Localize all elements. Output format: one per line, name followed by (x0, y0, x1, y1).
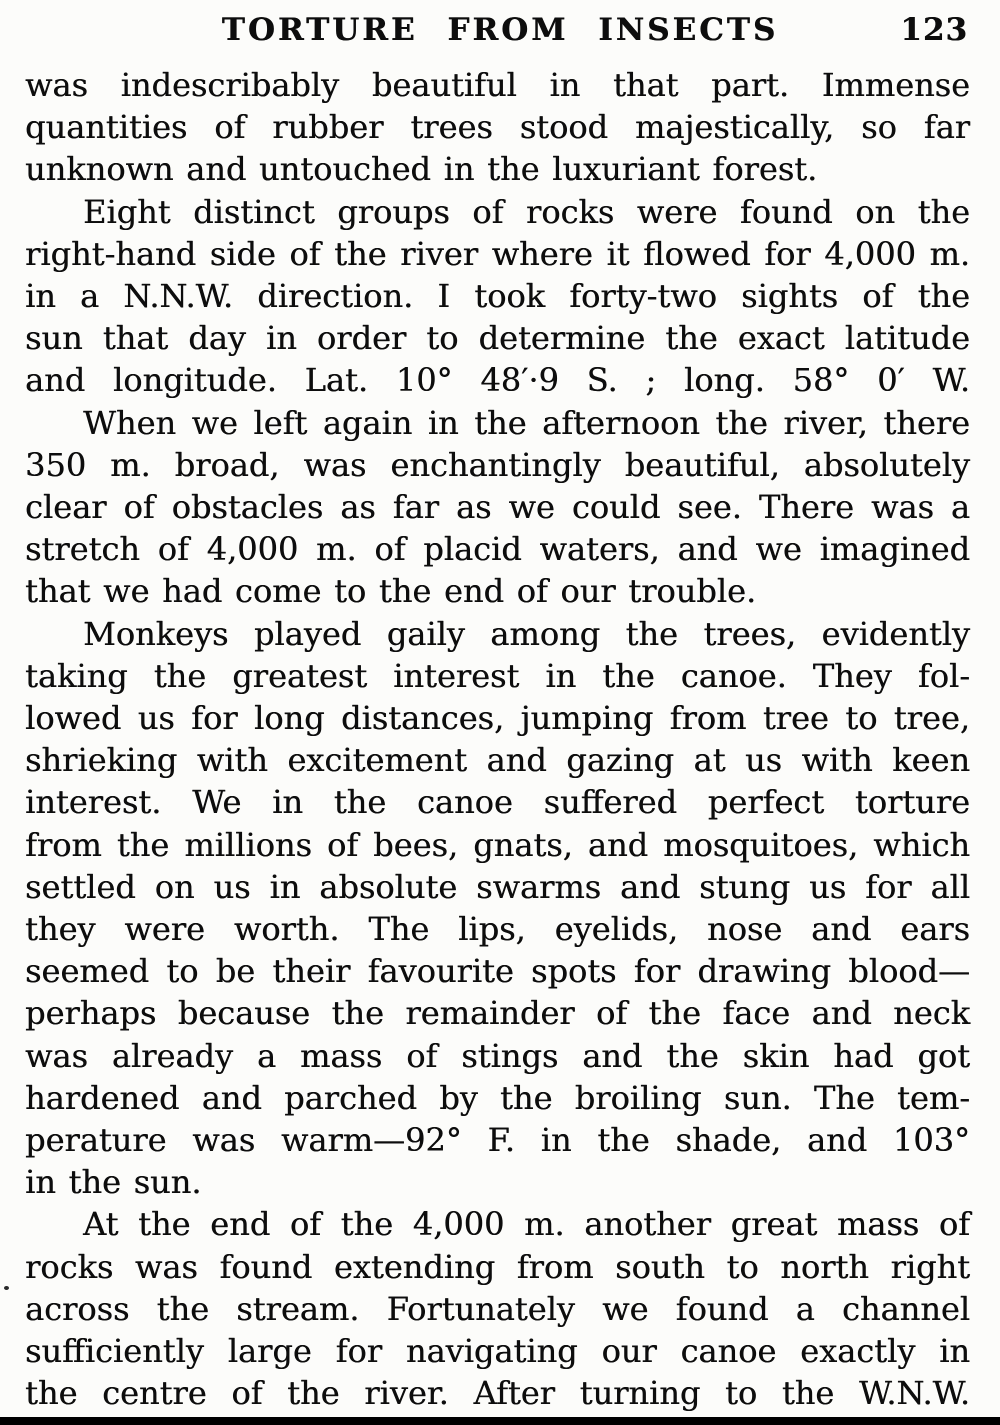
paragraph (25, 402, 970, 613)
text-line: lowed us for long distances, jumping from tree to tree, (25, 699, 970, 738)
text-line: rocks was found extending from south to north right (25, 1247, 970, 1286)
text-line: Eight distinct groups of rocks were found on the (83, 192, 970, 231)
scan-edge-artifact (0, 1417, 1000, 1425)
text-line: in a N.N.W. direction. I took forty-two sights of the (25, 277, 970, 316)
text-line: stretch of 4,000 m. of placid waters, and we imagined (25, 530, 970, 569)
text-line: quantities of rubber trees stood majestically, so far (25, 108, 970, 147)
text-line: clear of obstacles as far as we could see. There was a (25, 488, 970, 527)
page-header (0, 0, 1000, 60)
page-body (25, 64, 970, 1415)
paragraph (25, 613, 970, 1204)
text-line: the centre of the river. After turning to the W.N.W. (25, 1374, 970, 1413)
text-line: and longitude. Lat. 10° 48′·9 S. ; long. 58° 0′ W. (25, 361, 970, 400)
text-line: 350 m. broad, was enchantingly beautiful, absolutely (25, 445, 970, 484)
paragraph (25, 1203, 970, 1414)
text-line: they were worth. The lips, eyelids, nose and ears (25, 910, 970, 949)
paragraph (25, 191, 970, 402)
text-line: in the sun. (25, 1163, 202, 1202)
text-line: settled on us in absolute swarms and stung us for all (25, 867, 970, 906)
text-line: hardened and parched by the broiling sun. The tem- (25, 1078, 970, 1117)
text-line: sun that day in order to determine the exact latitude (25, 319, 970, 358)
text-line: was indescribably beautiful in that part. Immense (25, 66, 970, 104)
paragraph (25, 64, 970, 191)
text-line: unknown and untouched in the luxuriant forest. (25, 150, 818, 189)
text-line: that we had come to the end of our trouble. (25, 572, 757, 611)
scan-speck-artifact (4, 1286, 9, 1290)
text-line: Monkeys played gaily among the trees, evidently (83, 614, 970, 653)
text-line: taking the greatest interest in the canoe. They fol- (25, 656, 970, 695)
text-line: shrieking with excitement and gazing at us with keen (25, 741, 970, 780)
page-number: 123 (900, 12, 968, 48)
text-line: from the millions of bees, gnats, and mosquitoes, which (25, 825, 970, 864)
text-line: interest. We in the canoe suffered perfect torture (25, 783, 970, 822)
text-line: When we left again in the afternoon the river, there (83, 403, 970, 442)
text-line: sufficiently large for navigating our canoe exactly in (25, 1332, 970, 1371)
text-line: was already a mass of stings and the skin had got (25, 1036, 970, 1075)
text-line: right-hand side of the river where it flowed for 4,000 m. (25, 234, 970, 273)
text-line: perature was warm—92° F. in the shade, and 103° (25, 1121, 970, 1160)
text-line: across the stream. Fortunately we found a channel (25, 1289, 970, 1328)
text-line: seemed to be their favourite spots for drawing blood— (25, 952, 970, 991)
page-title: TORTURE FROM INSECTS (221, 12, 779, 48)
text-line: At the end of the 4,000 m. another great mass of (83, 1205, 970, 1244)
text-line: perhaps because the remainder of the face and neck (25, 994, 970, 1033)
